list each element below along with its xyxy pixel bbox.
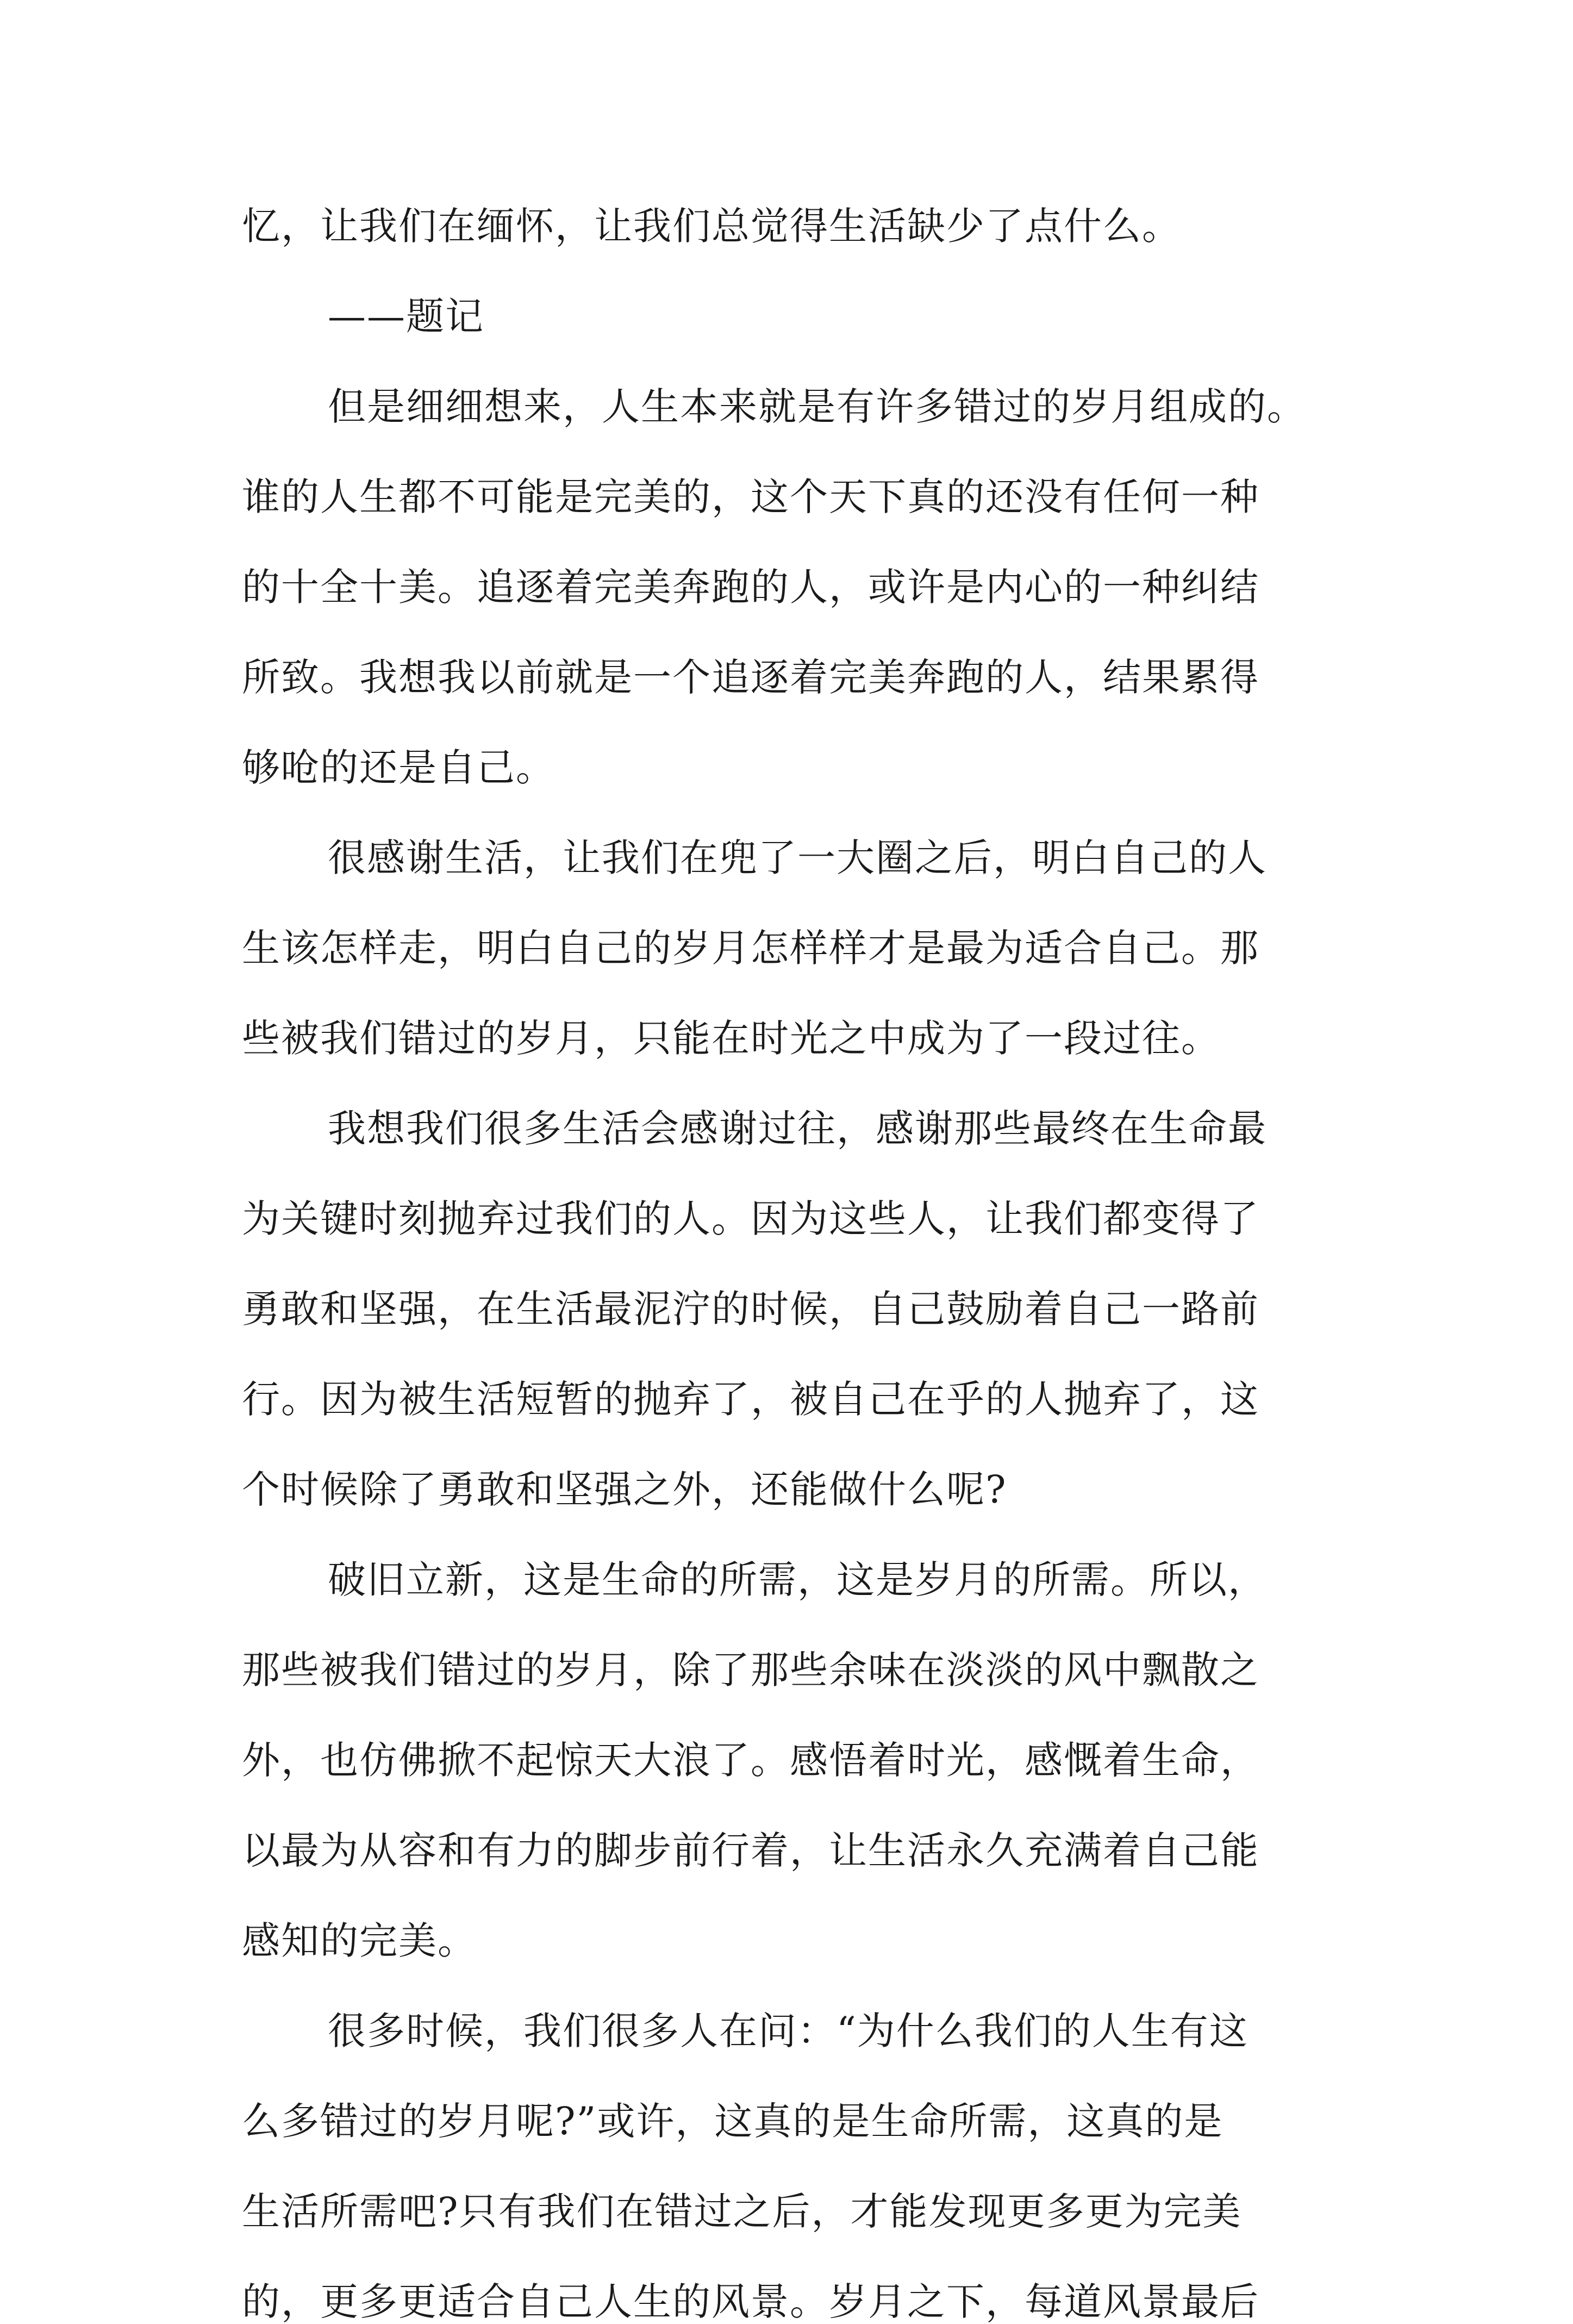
text-line: 所致。我想我以前就是一个追逐着完美奔跑的人，结果累得 — [242, 655, 1259, 700]
paragraph-start-line: 很感谢生活，让我们在兜了一大圈之后，明白自己的人 — [328, 836, 1267, 880]
text-line: 够呛的还是自己。 — [242, 745, 555, 790]
text-line: 生活所需吧?只有我们在错过之后，才能发现更多更为完美 — [242, 2189, 1242, 2234]
paragraph-start-line: 但是细细想来，人生本来就是有许多错过的岁月组成的。 — [328, 384, 1306, 429]
text-line: 的，更多更适合自己人生的风景。岁月之下，每道风景最后 — [242, 2279, 1259, 2324]
text-line: 谁的人生都不可能是完美的，这个天下真的还没有任何一种 — [242, 475, 1259, 519]
text-line: 么多错过的岁月呢?”或许，这真的是生命所需，这真的是 — [242, 2099, 1224, 2144]
text-line: 些被我们错过的岁月，只能在时光之中成为了一段过往。 — [242, 1016, 1220, 1061]
text-line: 以最为从容和有力的脚步前行着，让生活永久充满着自己能 — [242, 1828, 1259, 1873]
text-line: 个时候除了勇敢和坚强之外，还能做什么呢? — [242, 1467, 1007, 1512]
text-line: 外，也仿佛掀不起惊天大浪了。感悟着时光，感慨着生命， — [242, 1738, 1259, 1783]
text-line: 勇敢和坚强，在生活最泥泞的时候，自己鼓励着自己一路前 — [242, 1287, 1259, 1331]
text-line: 那些被我们错过的岁月，除了那些余味在淡淡的风中飘散之 — [242, 1648, 1259, 1692]
text-line: 为关键时刻抛弃过我们的人。因为这些人，让我们都变得了 — [242, 1197, 1259, 1241]
paragraph-start-line: 我想我们很多生活会感谢过往，感谢那些最终在生命最 — [328, 1106, 1267, 1151]
paragraph-start-line: 破旧立新，这是生命的所需，这是岁月的所需。所以， — [328, 1557, 1267, 1602]
document-page — [242, 204, 1345, 2324]
text-line: 的十全十美。追逐着完美奔跑的人，或许是内心的一种纠结 — [242, 565, 1259, 609]
text-line: 忆，让我们在缅怀，让我们总觉得生活缺少了点什么。 — [242, 204, 1181, 248]
paragraph-start-line: 很多时候，我们很多人在问：“为什么我们的人生有这 — [328, 2009, 1249, 2053]
text-line: 感知的完美。 — [242, 1918, 477, 1963]
text-line: 行。因为被生活短暂的抛弃了，被自己在乎的人抛弃了，这 — [242, 1377, 1259, 1422]
text-line: 生该怎样走，明白自己的岁月怎样样才是最为适合自己。那 — [242, 926, 1259, 970]
epigraph-attribution: ——题记 — [328, 294, 484, 339]
